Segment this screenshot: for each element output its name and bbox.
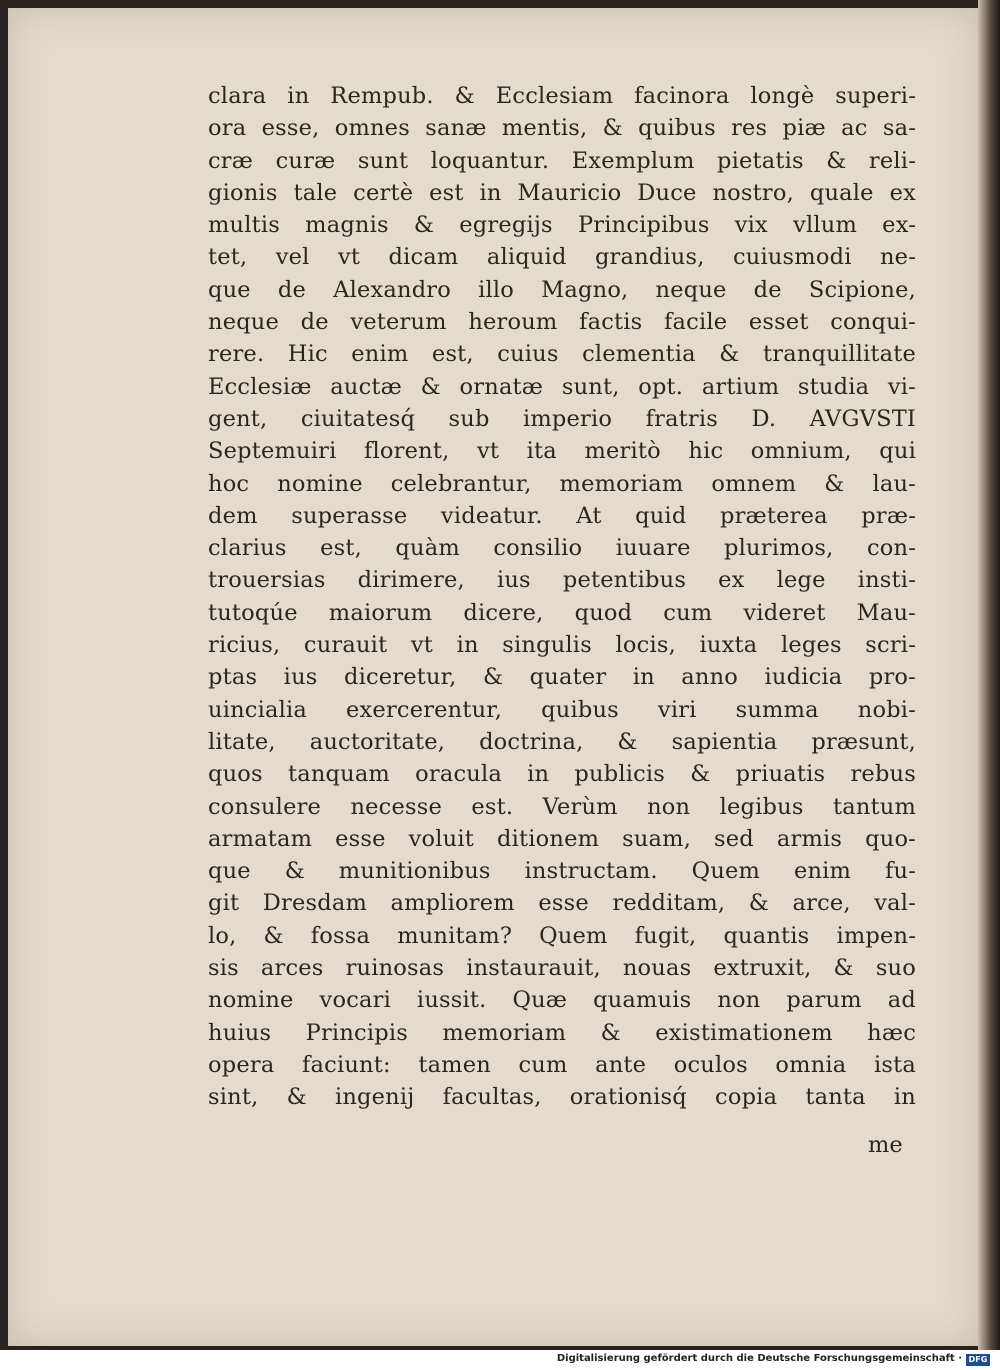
text-line: lo, & fossa munitam? Quem fugit, quantis impen- bbox=[208, 922, 916, 949]
text-line: quos tanquam oracula in publicis & priuatis rebus bbox=[208, 761, 916, 788]
text-line: hoc nomine celebrantur, memoriam omnem & lau- bbox=[208, 470, 916, 497]
text-line: opera faciunt: tamen cum ante oculos omnia ista bbox=[208, 1051, 916, 1078]
text-line: ricius, curauit vt in singulis locis, iuxta leges scri- bbox=[208, 632, 916, 659]
text-line: Septemuiri florent, vt ita meritò hic omnium, qui bbox=[208, 438, 916, 465]
text-line: sis arces ruinosas instaurauit, nouas extruxit, & suo bbox=[208, 955, 916, 982]
paper-page bbox=[8, 8, 978, 1346]
text-line: clara in Rempub. & Ecclesiam facinora longè superi- bbox=[208, 83, 916, 109]
text-line: multis magnis & egregijs Principibus vix vllum ex- bbox=[208, 212, 916, 239]
text-line: que & munitionibus instructam. Quem enim fu- bbox=[208, 858, 916, 885]
text-line: cræ curæ sunt loquantur. Exemplum pietatis & reli- bbox=[208, 147, 916, 174]
text-line: git Dresdam ampliorem esse redditam, & arce, val- bbox=[208, 890, 916, 917]
text-line: neque de veterum heroum factis facile esset conqui- bbox=[208, 309, 916, 336]
catchword: me bbox=[868, 1132, 903, 1158]
text-line: Ecclesiæ auctæ & ornatæ sunt, opt. artium studia vi- bbox=[208, 373, 916, 400]
text-line: sint, & ingenij facultas, orationisq́ copia tanta in bbox=[208, 1084, 916, 1111]
text-line: nomine vocari iussit. Quæ quamuis non parum ad bbox=[208, 987, 916, 1014]
text-line: tutoqúe maiorum dicere, quod cum videret Mau- bbox=[208, 599, 916, 626]
text-line: uincialia exercerentur, quibus viri summa nobi- bbox=[208, 696, 916, 723]
text-line: huius Principis memoriam & existimationem hæc bbox=[208, 1019, 916, 1046]
book-spine-edge bbox=[978, 0, 1000, 1350]
text-line: rere. Hic enim est, cuius clementia & tranquillitate bbox=[208, 341, 916, 368]
text-line: ora esse, omnes sanæ mentis, & quibus res piæ ac sa- bbox=[208, 115, 916, 142]
text-line: que de Alexandro illo Magno, neque de Scipione, bbox=[208, 276, 916, 303]
body-text bbox=[208, 80, 916, 1114]
text-line: armatam esse voluit ditionem suam, sed armis quo- bbox=[208, 825, 916, 852]
footer-bar bbox=[0, 1350, 1000, 1370]
digitization-credit: Digitalisierung gefördert durch die Deutsche Forschungsgemeinschaft · bbox=[556, 1353, 962, 1364]
text-line: gionis tale certè est in Mauricio Duce nostro, quale ex bbox=[208, 179, 916, 206]
text-line: clarius est, quàm consilio iuuare plurimos, con- bbox=[208, 535, 916, 562]
text-line: consulere necesse est. Verùm non legibus tantum bbox=[208, 793, 916, 820]
text-line: tet, vel vt dicam aliquid grandius, cuiusmodi ne- bbox=[208, 244, 916, 271]
text-line: dem superasse videatur. At quid præterea præ- bbox=[208, 502, 916, 529]
text-line: trouersias dirimere, ius petentibus ex lege insti- bbox=[208, 567, 916, 594]
dfg-logo-icon: DFG bbox=[966, 1354, 990, 1366]
text-line: gent, ciuitatesq́ sub imperio fratris D. AVGVSTI bbox=[208, 405, 916, 432]
text-line: litate, auctoritate, doctrina, & sapientia præsunt, bbox=[208, 728, 916, 755]
text-line: ptas ius diceretur, & quater in anno iudicia pro- bbox=[208, 664, 916, 691]
